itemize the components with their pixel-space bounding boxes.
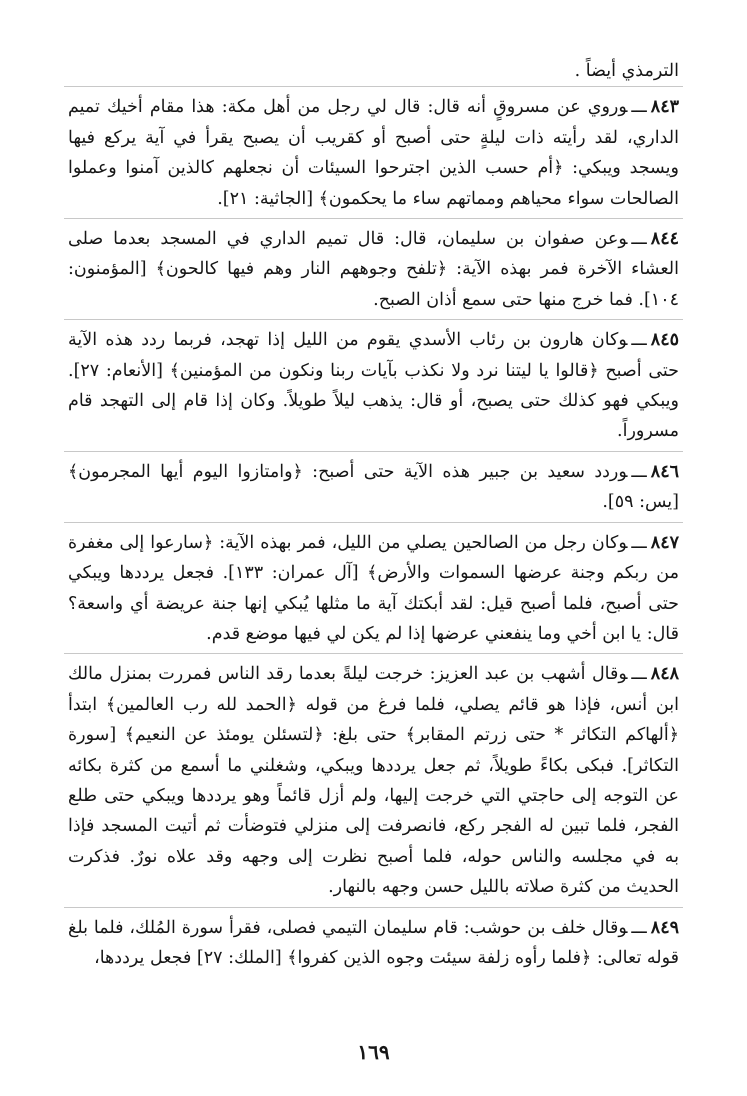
separator-line	[64, 522, 683, 523]
entry-dash: ـــ	[631, 97, 647, 118]
entry-848	[68, 659, 679, 902]
entry-843	[68, 92, 679, 214]
entry-text: وعن صفوان بن سليمان، قال: قال تميم الداري في المسجد بعدما صلى العشاء الآخرة فمر بهذه الآية: ﴿تلفح وجوههم النار وهم فيها كالحون﴾ [المؤمنون: ١٠٤]. فما خرج منها حتى سمع أذان الصبح.	[68, 229, 679, 310]
entry-847	[68, 528, 679, 650]
entry-number: ٨٤٧	[650, 532, 679, 553]
intro-line: الترمذي أيضاً .	[574, 61, 679, 81]
entry-number: ٨٤٦	[650, 461, 679, 482]
entry-dash: ـــ	[631, 229, 647, 250]
separator-line	[64, 86, 683, 87]
entry-number: ٨٤٥	[650, 330, 679, 351]
separator-line	[64, 319, 683, 320]
entry-number: ٨٤٩	[650, 917, 679, 938]
entry-number: ٨٤٤	[650, 229, 679, 250]
separator-line	[64, 653, 683, 654]
entry-text: وكان رجل من الصالحين يصلي من الليل، فمر بهذه الآية: ﴿سارعوا إلى مغفرة من ربكم وجنة عرضها السموات والأرض﴾ [آل عمران: ١٣٣]. فجعل يرددها ويبكي حتى أصبح، فلما أصبح قيل: لقد أبكتك آية ما مثلها يُبكي إنها جنة عريضة أي واسعة؟ قال: يا ابن أخي وما ينفعني عرضها إذا لم يكن لي فيها موضع قدم.	[68, 532, 679, 644]
entry-text: وردد سعيد بن جبير هذه الآية حتى أصبح: ﴿وامتازوا اليوم أيها المجرمون﴾ [يس: ٥٩].	[68, 461, 679, 513]
entry-number: ٨٤٨	[650, 664, 679, 685]
page-number: ١٦٩	[357, 1040, 390, 1064]
entry-number: ٨٤٣	[650, 97, 679, 118]
entry-846	[68, 457, 679, 518]
entry-text: وكان هارون بن رئاب الأسدي يقوم من الليل إذا تهجد، فربما ردد هذه الآية حتى أصبح ﴿قالوا يا ليتنا نرد ولا نكذب بآيات ربنا ونكون من المؤمنين﴾ [الأنعام: ٢٧]. ويبكي فهو كذلك حتى يصبح، أو قال: يذهب ليلاً طويلاً. وكان إذا قام إلى التهجد قام مسروراً.	[68, 330, 679, 442]
entry-dash: ـــ	[631, 917, 647, 938]
entry-text: وقال خلف بن حوشب: قام سليمان التيمي فصلى، فقرأ سورة المُلك، فلما بلغ قوله تعالى: ﴿فلما رأوه زلفة سيئت وجوه الذين كفروا﴾ [الملك: ٢٧] فجعل يرددها،	[68, 917, 679, 968]
entry-dash: ـــ	[631, 330, 647, 351]
entry-dash: ـــ	[631, 664, 647, 685]
entry-844	[68, 224, 679, 315]
page-body	[68, 56, 679, 983]
separator-line	[64, 218, 683, 219]
entry-text: وقال أشهب بن عبد العزيز: خرجت ليلةً بعدما رقد الناس فمررت بمنزل مالك ابن أنس، فإذا هو قائم يصلي، فلما فرغ من قوله ﴿الحمد لله رب العالمين﴾ ابتدأ ﴿ألهاكم التكاثر * حتى زرتم المقابر﴾ حتى بلغ: ﴿لتسئلن يومئذ عن النعيم﴾ [سورة التكاثر]. فبكى بكاءً طويلاً، ثم جعل يرددها ويبكي، وشغلني ما أسمع من كثرة بكائه عن التوجه إلى حاجتي التي خرجت إليها، ولم أزل قائماً وهو يرددها ويبكي حتى طلع الفجر، فلما تبين له الفجر ركع، فانصرفت إلى منزلي فتوضأت ثم أتيت المسجد فإذا به في مجلسه والناس حوله، فلما أصبح نظرت إلى وجهه وقد علاه نورٌ. فذكرت الحديث من كثرة صلاته بالليل حسن وجهه بالنهار.	[68, 664, 679, 898]
separator-line	[64, 451, 683, 452]
entry-dash: ـــ	[631, 461, 647, 482]
entry-849	[68, 913, 679, 974]
entry-845	[68, 325, 679, 447]
entry-text: وروي عن مسروقٍ أنه قال: قال لي رجل من أهل مكة: هذا مقام أخيك تميم الداري، لقد رأيته ذات ليلةٍ حتى أصبح أو كقريب أن يصبح يقرأ في آية يركع فيها ويسجد ويبكي: ﴿أم حسب الذين اجترحوا السيئات أن نجعلهم كالذين آمنوا وعملوا الصالحات سواء محياهم ومماتهم ساء ما يحكمون﴾ [الجاثية: ٢١].	[68, 97, 679, 209]
entry-dash: ـــ	[631, 532, 647, 553]
separator-line	[64, 907, 683, 908]
